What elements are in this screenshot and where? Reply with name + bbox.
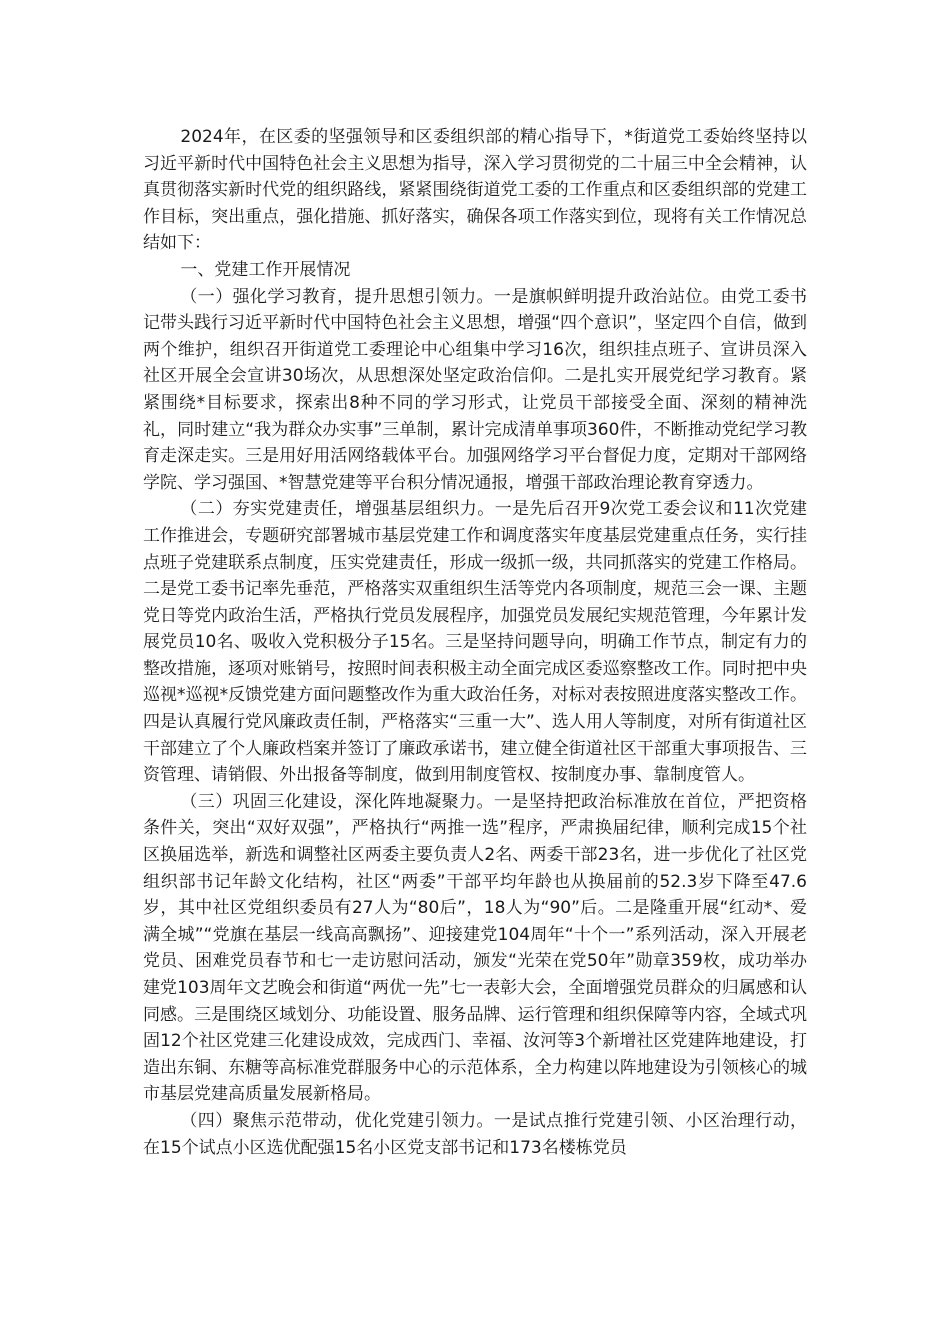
paragraph-study-education: （一）强化学习教育，提升思想引领力。一是旗帜鲜明提升政治站位。由党工委书记带头践行习近平新时代中国特色社会主义思想，增强“四个意识”，坚定四个自信，做到两个维护，组织召开街道党工委理论中心组集中学习16次，组织挂点班子、宣讲员深入社区开展全会宣讲30场次，从思想深处坚定政治信仰。二是扎实开展党纪学习教育。紧紧围绕*目标要求，探索出8种不同的学习形式，让党员干部接受全面、深刻的精神洗礼，同时建立“我为群众办实事”三单制，累计完成清单事项360件，不断推动党纪学习教育走深走实。三是用好用活网络载体平台。加强网络学习平台督促力度，定期对干部网络学院、学习强国、*智慧党建等平台积分情况通报，增强干部政治理论教育穿透力。 [143,286,807,493]
section-heading: 一、党建工作开展情况 [180,259,351,280]
document-body [143,124,807,1161]
intro-paragraph: 2024年，在区委的坚强领导和区委组织部的精心指导下，*街道党工委始终坚持以习近平新时代中国特色社会主义思想为指导，深入学习贯彻党的二十届三中全会精神，认真贯彻落实新时代党的组织路线，紧紧围绕街道党工委的工作重点和区委组织部的党建工作目标，突出重点，强化措施、抓好落实，确保各项工作落实到位，现将有关工作情况总结如下： [143,127,807,254]
paragraph-party-responsibility: （二）夯实党建责任，增强基层组织力。一是先后召开9次党工委会议和11次党建工作推进会，专题研究部署城市基层党建工作和调度落实年度基层党建重点任务，实行挂点班子党建联系点制度，压实党建责任，形成一级抓一级，共同抓落实的党建工作格局。二是党工委书记率先垂范，严格落实双重组织生活等党内各项制度，规范三会一课、主题党日等党内政治生活，严格执行党员发展程序，加强党员发展纪实规范管理，今年累计发展党员10名、吸收入党积极分子15名。三是坚持问题导向，明确工作节点，制定有力的整改措施，逐项对账销号，按照时间表积极主动全面完成区委巡察整改工作。同时把中央巡视*巡视*反馈党建方面问题整改作为重大政治任务，对标对表按照进度落实整改工作。四是认真履行党风廉政责任制，严格落实“三重一大”、选人用人等制度，对所有街道社区干部建立了个人廉政档案并签订了廉政承诺书，建立健全街道社区干部重大事项报告、三资管理、请销假、外出报备等制度，做到用制度管权、按制度办事、靠制度管人。 [143,499,807,786]
paragraph-position-building: （三）巩固三化建设，深化阵地凝聚力。一是坚持把政治标准放在首位，严把资格条件关，突出“双好双强”，严格执行“两推一选”程序，严肃换届纪律，顺利完成15个社区换届选举，新选和调整社区两委主要负责人2名、两委干部23名，进一步优化了社区党组织部书记年龄文化结构，社区“两委”干部平均年龄也从换届前的52.3岁下降至47.6岁，其中社区党组织委员有27人为“80后”，18人为“90”后。二是隆重开展“红动*、爱满全城”“党旗在基层一线高高飘扬”、迎接建党104周年“十个一”系列活动，深入开展老党员、困难党员春节和七一走访慰问活动，颁发“光荣在党50年”勋章359枚，成功举办建党103周年文艺晚会和街道“两优一先”七一表彰大会，全面增强党员群众的归属感和认同感。三是围绕区域划分、功能设置、服务品牌、运行管理和组织保障等内容，全域式巩固12个社区党建三化建设成效，完成西门、幸福、汝河等3个新增社区党建阵地建设，打造出东铜、东糖等高标准党群服务中心的示范体系，全力构建以阵地建设为引领核心的城市基层党建高质量发展新格局。 [143,791,807,1105]
paragraph-demonstration: （四）聚焦示范带动，优化党建引领力。一是试点推行党建引领、小区治理行动，在15个试点小区选优配强15名小区党支部书记和173名楼栋党员 [143,1110,807,1158]
